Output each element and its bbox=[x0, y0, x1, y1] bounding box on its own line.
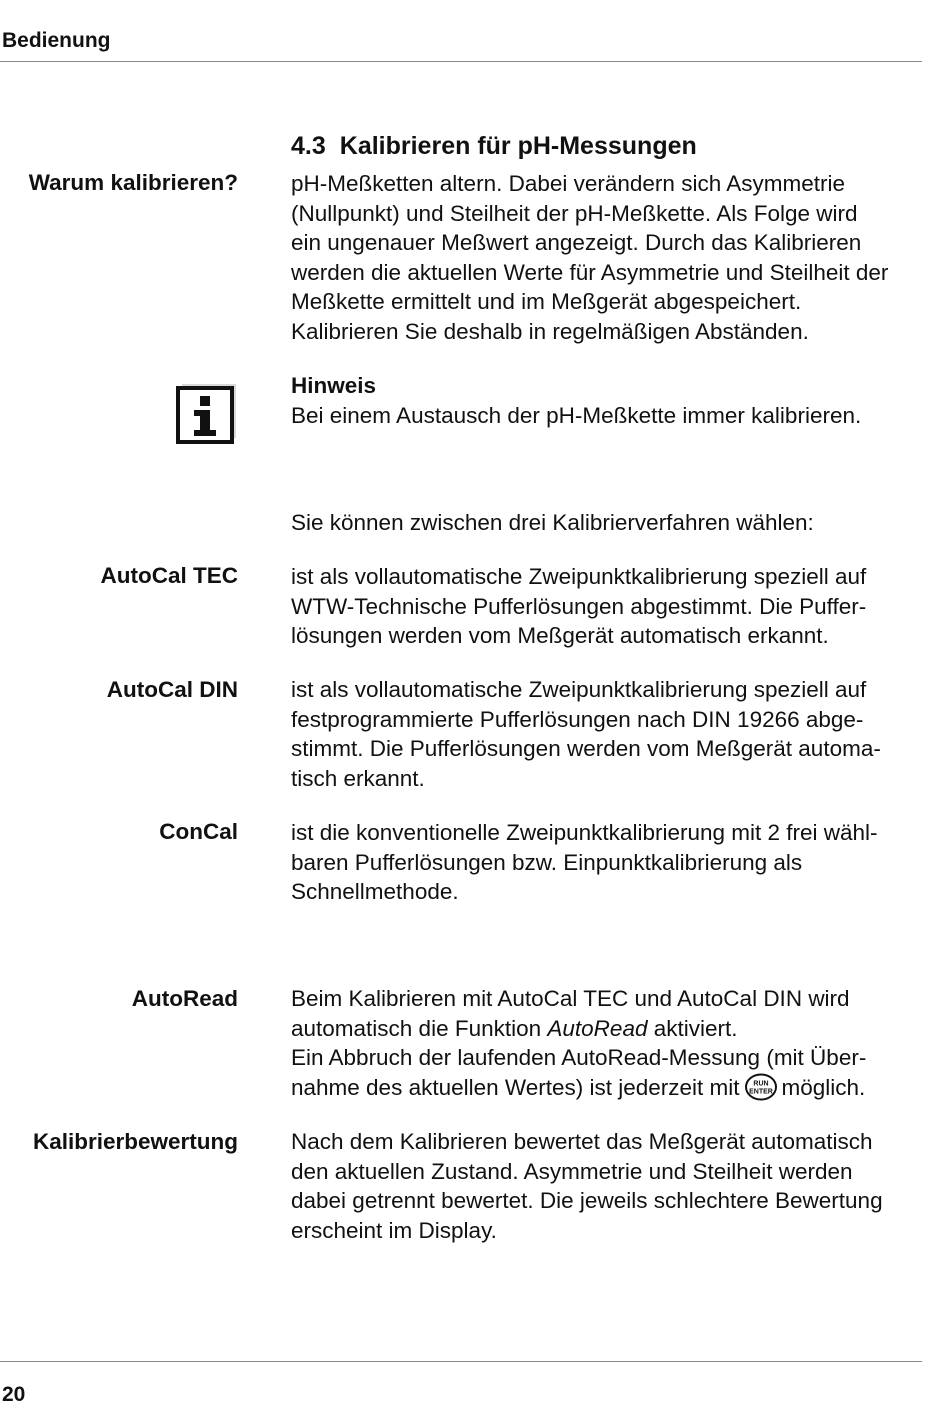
header-rule bbox=[0, 61, 922, 62]
section-title: Kalibrieren für pH-Messungen bbox=[339, 132, 697, 160]
why-label: Warum kalibrieren? bbox=[28, 170, 238, 195]
section-number: 4.3 bbox=[291, 132, 326, 160]
note-text: Bei einem Austausch der pH-Meßkette immer kalibrieren. bbox=[291, 402, 862, 428]
method-description-autocal-tec bbox=[291, 562, 931, 651]
note-title: Hinweis bbox=[291, 373, 377, 398]
autoread-label: AutoRead bbox=[131, 986, 238, 1011]
svg-text:RUN: RUN bbox=[752, 1080, 769, 1088]
paragraph-line: Ein Abbruch der laufenden AutoRead-Messung (mit Über- bbox=[291, 1045, 867, 1071]
paragraph-line: nahme des aktuellen Wertes) ist jederzeit mit RUN ENTER möglich. bbox=[291, 1074, 866, 1100]
evaluation-paragraph bbox=[291, 1127, 931, 1245]
paragraph-line: ist die konventionelle Zweipunktkalibrierung mit 2 frei wähl- bbox=[291, 820, 878, 845]
paragraph-line: festprogrammierte Pufferlösungen nach DIN 19266 abge- bbox=[291, 706, 864, 732]
method-label-autocal-tec: AutoCal TEC bbox=[100, 563, 238, 588]
section-heading bbox=[291, 132, 697, 161]
paragraph-line: Beim Kalibrieren mit AutoCal TEC und AutoCal DIN wird bbox=[291, 986, 850, 1011]
paragraph-line: ist als vollautomatische Zweipunktkalibrierung speziell auf bbox=[291, 677, 867, 702]
paragraph-line: Nach dem Kalibrieren bewertet das Meßgerät automatisch bbox=[291, 1129, 873, 1154]
paragraph-line: erscheint im Display. bbox=[291, 1217, 497, 1243]
paragraph-line: ist als vollautomatische Zweipunktkalibrierung speziell auf bbox=[291, 564, 867, 589]
paragraph-line: Meßkette ermittelt und im Meßgerät abgespeichert. bbox=[291, 289, 802, 315]
autoread-paragraph bbox=[291, 984, 931, 1102]
paragraph-line: Schnellmethode. bbox=[291, 879, 459, 905]
paragraph-line: (Nullpunkt) und Steilheit der pH-Meßkette. Als Folge wird bbox=[291, 200, 858, 226]
header-title: Bedienung bbox=[2, 29, 111, 52]
paragraph-line: stimmt. Die Pufferlösungen werden vom Meßgerät automa- bbox=[291, 736, 881, 762]
why-paragraph bbox=[291, 169, 931, 347]
note-block bbox=[291, 371, 931, 430]
paragraph-line: automatisch die Funktion AutoRead aktiviert. bbox=[291, 1015, 738, 1041]
evaluation-label: Kalibrierbewertung bbox=[32, 1129, 238, 1154]
info-icon bbox=[176, 382, 238, 444]
method-description-concal bbox=[291, 818, 931, 907]
paragraph-line: werden die aktuellen Werte für Asymmetrie und Steilheit der bbox=[291, 259, 889, 285]
page-number: 20 bbox=[2, 1383, 26, 1406]
paragraph-line: den aktuellen Zustand. Asymmetrie und Steilheit werden bbox=[291, 1158, 853, 1184]
paragraph-line: dabei getrennt bewertet. Die jeweils schlechtere Bewertung bbox=[291, 1188, 883, 1214]
paragraph-line: tisch erkannt. bbox=[291, 765, 425, 791]
intro-text: Sie können zwischen drei Kalibrierverfahren wählen: bbox=[291, 510, 814, 535]
paragraph-line: ein ungenauer Meßwert angezeigt. Durch das Kalibrieren bbox=[291, 230, 862, 256]
paragraph-line: WTW-Technische Pufferlösungen abgestimmt. Die Puffer- bbox=[291, 593, 867, 619]
method-label-autocal-din: AutoCal DIN bbox=[106, 677, 238, 702]
paragraph-line: Kalibrieren Sie deshalb in regelmäßigen Abständen. bbox=[291, 318, 809, 344]
svg-text:ENTER: ENTER bbox=[748, 1088, 773, 1096]
method-description-autocal-din bbox=[291, 675, 931, 793]
paragraph-line: pH-Meßketten altern. Dabei verändern sich Asymmetrie bbox=[291, 171, 845, 196]
autoread-function-name: AutoRead bbox=[547, 1015, 648, 1041]
footer-rule bbox=[0, 1361, 922, 1362]
run-enter-key-icon bbox=[744, 1073, 778, 1101]
method-label-concal: ConCal bbox=[159, 819, 238, 844]
paragraph-line: baren Pufferlösungen bzw. Einpunktkalibrierung als bbox=[291, 849, 803, 875]
paragraph-line: lösungen werden vom Meßgerät automatisch erkannt. bbox=[291, 623, 829, 649]
